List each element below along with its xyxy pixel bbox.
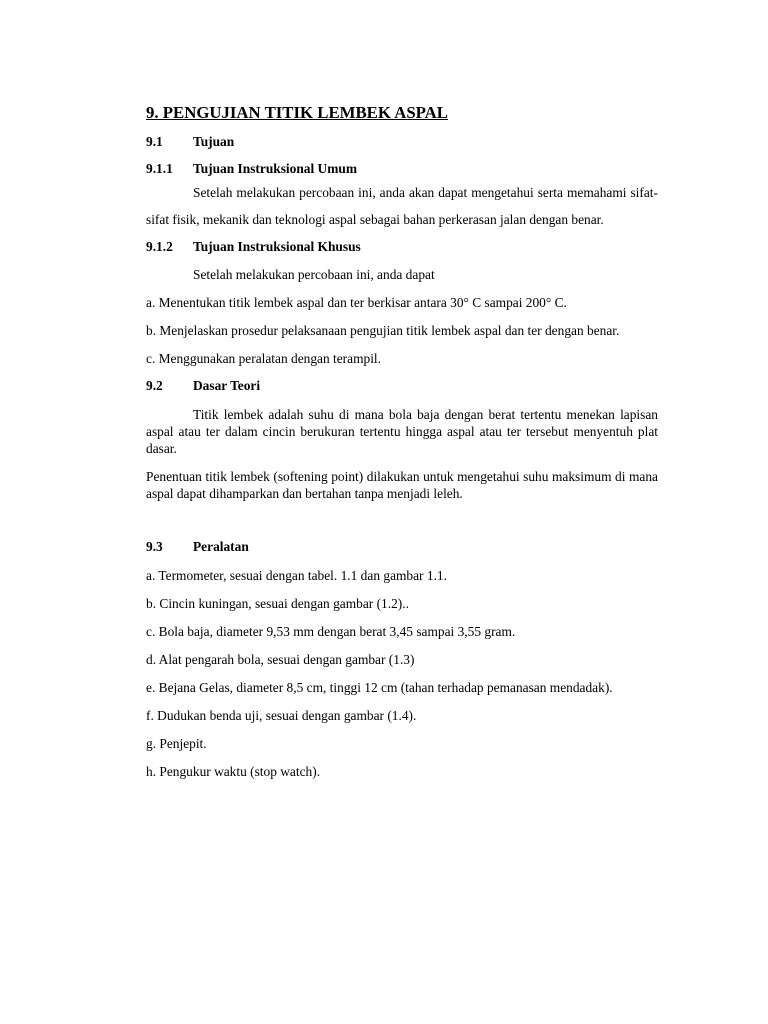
list-item: c. Bola baja, diameter 9,53 mm dengan berat 3,45 sampai 3,55 gram. [146, 624, 516, 639]
list-item: d. Alat pengarah bola, sesuai dengan gambar (1.3) [146, 652, 415, 667]
list-item: b. Menjelaskan prosedur pelaksanaan pengujian titik lembek aspal dan ter dengan benar. [146, 323, 620, 338]
paragraph-dasar-teori-2: Penentuan titik lembek (softening point) dilakukan untuk mengetahui suhu maksimum di mana aspal dapat dihamparkan dan bertahan tanpa menjadi leleh. [146, 469, 658, 501]
list-item: b. Cincin kuningan, sesuai dengan gambar (1.2).. [146, 596, 409, 611]
paragraph-tujuan-khusus-intro: Setelah melakukan percobaan ini, anda dapat [193, 267, 435, 282]
heading-number: 9.1.2 [146, 239, 173, 254]
heading-9-1-2 [146, 239, 658, 255]
list-item: f. Dudukan benda uji, sesuai dengan gambar (1.4). [146, 708, 417, 723]
heading-number: 9.1.1 [146, 161, 173, 176]
heading-number: 9.2 [146, 378, 163, 393]
list-item: e. Bejana Gelas, diameter 8,5 cm, tinggi 12 cm (tahan terhadap pemanasan mendadak). [146, 680, 613, 695]
heading-9-1 [146, 134, 658, 150]
heading-9-1-1 [146, 161, 658, 177]
heading-label: Tujuan Instruksional Umum [193, 161, 357, 176]
list-item: h. Pengukur waktu (stop watch). [146, 764, 321, 779]
heading-number: 9.3 [146, 539, 163, 554]
paragraph-tujuan-umum: Setelah melakukan percobaan ini, anda akan dapat mengetahui serta memahami sifat-sifat fisik, mekanik dan teknologi aspal sebagai bahan perkerasan jalan dengan benar. [146, 185, 658, 227]
page-title: 9. PENGUJIAN TITIK LEMBEK ASPAL [146, 103, 448, 122]
heading-label: Tujuan [193, 134, 235, 149]
heading-label: Peralatan [193, 539, 249, 554]
heading-label: Tujuan Instruksional Khusus [193, 239, 361, 254]
document-page [146, 103, 658, 780]
heading-9-3 [146, 539, 658, 555]
list-item: c. Menggunakan peralatan dengan terampil. [146, 351, 381, 366]
heading-number: 9.1 [146, 134, 163, 149]
list-item: g. Penjepit. [146, 736, 207, 751]
list-item: a. Termometer, sesuai dengan tabel. 1.1 dan gambar 1.1. [146, 568, 447, 583]
heading-label: Dasar Teori [193, 378, 261, 393]
list-item: a. Menentukan titik lembek aspal dan ter berkisar antara 30° C sampai 200° C. [146, 295, 567, 310]
paragraph-dasar-teori-1: Titik lembek adalah suhu di mana bola baja dengan berat tertentu menekan lapisan aspal atau ter dalam cincin berukuran tertentu hingga aspal atau ter tersebut menyentuh plat dasar. [146, 407, 658, 456]
heading-9-2 [146, 378, 658, 394]
